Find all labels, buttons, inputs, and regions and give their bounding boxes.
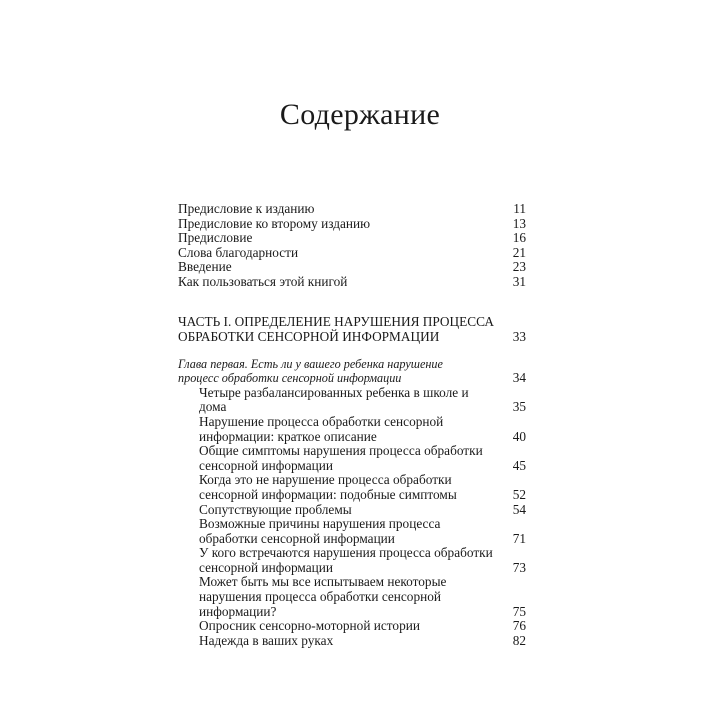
toc-section: [178, 444, 528, 473]
toc-entry: [178, 246, 528, 261]
section-title-line: Возможные причины нарушения процесса: [199, 516, 441, 532]
section-title: [199, 634, 498, 649]
toc-entry-page: 33: [512, 328, 526, 344]
section-title: [199, 546, 498, 575]
toc-entry-title: Предисловие: [178, 230, 253, 246]
toc-section: [178, 575, 528, 619]
toc-entry: [178, 202, 528, 217]
toc-part-heading: [178, 314, 528, 344]
table-of-contents: [178, 202, 528, 648]
toc-entry-page: 16: [512, 230, 526, 246]
toc-entry-title: Слова благодарности: [178, 244, 299, 260]
toc-entry: [178, 231, 528, 246]
toc-entry: [178, 260, 528, 275]
section-title: [199, 473, 498, 502]
toc-entry-page: 54: [512, 501, 526, 517]
toc-entry-page: 31: [512, 273, 526, 289]
part-title-line: ОБРАБОТКИ СЕНСОРНОЙ ИНФОРМАЦИИ: [178, 328, 440, 344]
toc-entry-title: Предисловие к изданию: [178, 201, 315, 216]
toc-section: [178, 386, 528, 415]
toc-entry-page: 23: [512, 259, 526, 275]
toc-entry-page: 40: [512, 428, 526, 444]
section-title-line: информации: краткое описание: [199, 428, 377, 444]
toc-section: [178, 619, 528, 634]
section-title-line: Сопутствующие проблемы: [199, 501, 352, 517]
part-title: [178, 314, 494, 344]
toc-entry-page: 34: [512, 370, 526, 386]
chapter-title-line: процесс обработки сенсорной информации: [178, 371, 402, 386]
chapter-title: [178, 357, 498, 386]
section-title-line: Когда это не нарушение процесса обработки: [199, 472, 452, 488]
section-title: [199, 386, 498, 415]
toc-entry-page: 75: [512, 603, 526, 619]
section-title-line: Общие симптомы нарушения процесса обработки: [199, 443, 483, 459]
toc-section: [178, 415, 528, 444]
section-title: [199, 503, 498, 518]
section-title-line: сенсорной информации: подобные симптомы: [199, 486, 457, 502]
part-title-line: ЧАСТЬ I. ОПРЕДЕЛЕНИЕ НАРУШЕНИЯ ПРОЦЕССА: [178, 313, 494, 329]
section-title: [199, 619, 498, 634]
toc-section: [178, 634, 528, 649]
toc-entry-page: 82: [512, 632, 526, 648]
toc-entry-title: Введение: [178, 259, 232, 275]
toc-chapter-heading: [178, 357, 528, 386]
toc-entry-page: 21: [512, 244, 526, 260]
toc-entry-title: Как пользоваться этой книгой: [178, 273, 348, 289]
section-title: [199, 444, 498, 473]
toc-entry-page: 35: [512, 399, 526, 415]
section-title: [199, 575, 498, 619]
section-title: [199, 517, 498, 546]
toc-entry-page: 11: [513, 201, 526, 216]
page-title: Содержание: [279, 98, 441, 131]
section-title-line: нарушения процесса обработки сенсорной: [199, 589, 441, 605]
toc-entry-title: Предисловие ко второму изданию: [178, 215, 371, 231]
section-title-line: Нарушение процесса обработки сенсорной: [199, 413, 444, 429]
toc-section: [178, 517, 528, 546]
toc-entry-page: 73: [512, 559, 526, 575]
section-title-line: Опросник сенсорно-моторной истории: [199, 618, 420, 634]
toc-entry-page: 45: [512, 457, 526, 473]
section-title-line: Надежда в ваших руках: [199, 632, 334, 648]
chapter-title-line: Глава первая. Есть ли у вашего ребенка нарушение: [178, 356, 443, 371]
section-title: [199, 415, 498, 444]
section-title-line: Может быть мы все испытываем некоторые: [199, 574, 447, 590]
section-title-line: Четыре разбалансированных ребенка в школе и дома: [199, 384, 469, 415]
toc-entry-page: 76: [512, 618, 526, 634]
toc-entry: [178, 275, 528, 290]
section-title-line: обработки сенсорной информации: [199, 530, 395, 546]
section-title-line: У кого встречаются нарушения процесса обработки: [199, 545, 493, 561]
toc-section: [178, 473, 528, 502]
toc-entry-page: 52: [512, 486, 526, 502]
toc-section: [178, 503, 528, 518]
toc-entry-page: 13: [512, 215, 526, 231]
toc-entry: [178, 217, 528, 232]
section-title-line: сенсорной информации: [199, 457, 334, 473]
toc-entry-page: 71: [512, 530, 526, 546]
toc-section: [178, 546, 528, 575]
section-title-line: информации?: [199, 603, 277, 619]
section-title-line: сенсорной информации: [199, 559, 334, 575]
